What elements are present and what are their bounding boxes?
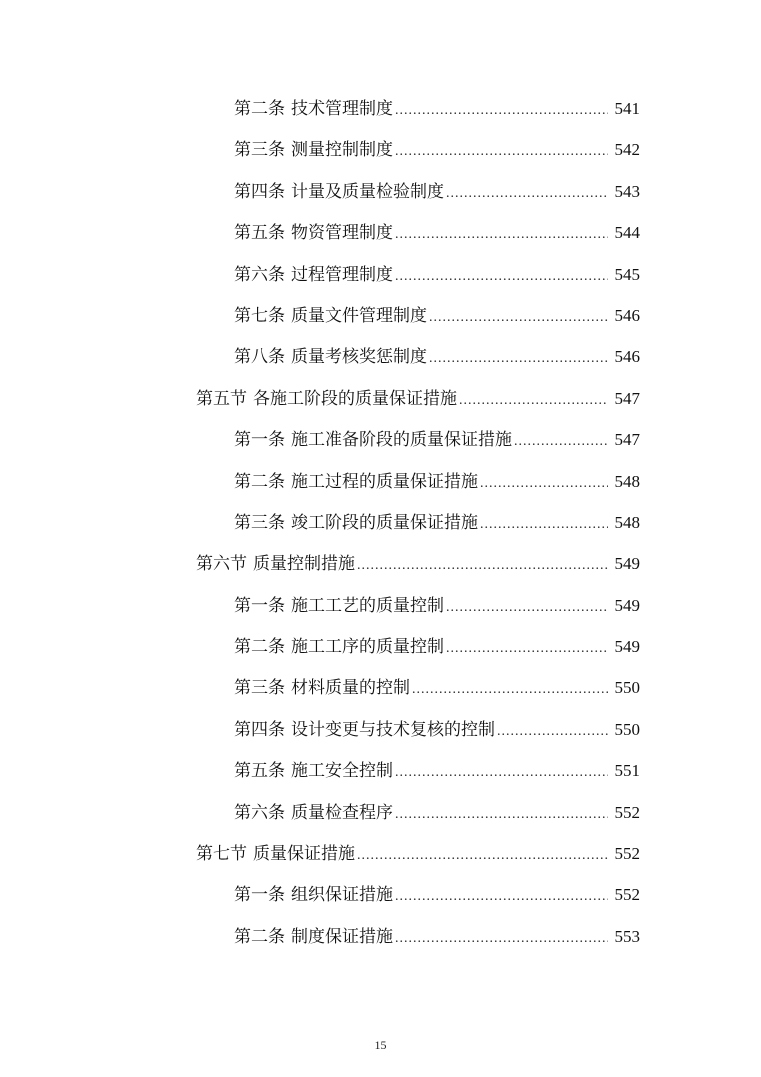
leader-dots — [429, 338, 608, 379]
toc-entry[interactable] — [0, 916, 761, 957]
toc-entry-page: 541 — [614, 99, 640, 118]
toc-entry-number: 第三条 — [234, 512, 285, 533]
toc-entry-page: 550 — [614, 678, 640, 698]
toc-entry-page: 546 — [614, 347, 640, 367]
toc-section[interactable] — [0, 378, 761, 419]
toc-section-number: 第五节 — [196, 388, 247, 409]
toc-entry-title: 施工安全控制 — [291, 761, 393, 782]
toc-entry-number: 第五条 — [234, 223, 285, 244]
toc-entry-number: 第二条 — [234, 637, 285, 658]
toc-entry-page: 549 — [614, 595, 640, 615]
toc-section-page: 547 — [614, 388, 640, 408]
toc-entry-title: 竣工阶段的质量保证措施 — [291, 512, 478, 533]
toc-entry-page: 552 — [614, 885, 640, 905]
toc-entry[interactable] — [0, 874, 761, 915]
toc-entry-page: 549 — [614, 637, 640, 657]
toc-entry[interactable] — [0, 750, 761, 791]
toc-section[interactable] — [0, 833, 761, 874]
leader-dots — [357, 545, 608, 586]
toc-entry-page: 542 — [614, 140, 640, 160]
toc-entry-title: 施工工序的质量控制 — [291, 637, 444, 658]
toc-entry-title: 物资管理制度 — [291, 223, 393, 244]
toc-entry-title: 质量考核奖惩制度 — [291, 347, 427, 368]
leader-dots — [395, 131, 608, 172]
toc-entry[interactable] — [0, 792, 761, 833]
toc-entry[interactable] — [0, 171, 761, 212]
leader-dots — [514, 421, 608, 462]
toc-entry-title: 施工工艺的质量控制 — [291, 595, 444, 616]
leader-dots — [395, 794, 608, 835]
toc-entry-number: 第五条 — [234, 761, 285, 782]
toc-section-page: 552 — [614, 844, 640, 864]
toc-entry-page: 543 — [614, 181, 640, 201]
toc-entry-page: 546 — [614, 305, 640, 325]
toc-entry-page: 553 — [614, 926, 640, 946]
toc-entry-number: 第六条 — [234, 264, 285, 285]
toc-section-number: 第六节 — [196, 554, 247, 575]
toc-entry[interactable] — [0, 419, 761, 460]
toc-entry-title: 组织保证措施 — [291, 885, 393, 906]
toc-entry-title: 测量控制制度 — [291, 140, 393, 161]
toc-entry-page: 548 — [614, 471, 640, 491]
toc-entry-title: 质量检查程序 — [291, 802, 393, 823]
leader-dots — [412, 669, 608, 710]
toc-entry-number: 第三条 — [234, 140, 285, 161]
leader-dots — [446, 587, 608, 628]
leader-dots — [459, 380, 608, 421]
toc-entry[interactable] — [0, 254, 761, 295]
toc-entry-title: 设计变更与技术复核的控制 — [291, 719, 495, 740]
leader-dots — [395, 876, 608, 917]
leader-dots — [480, 463, 608, 504]
toc-entry-page: 545 — [614, 264, 640, 284]
leader-dots — [395, 752, 608, 793]
toc-entry-page: 544 — [614, 223, 640, 243]
leader-dots — [395, 918, 608, 959]
table-of-contents — [0, 88, 761, 957]
toc-section-title: 质量保证措施 — [253, 844, 355, 865]
toc-entry[interactable] — [0, 709, 761, 750]
toc-entry-number: 第一条 — [234, 885, 285, 906]
toc-entry[interactable] — [0, 461, 761, 502]
leader-dots — [395, 214, 608, 255]
leader-dots — [446, 628, 608, 669]
toc-entry-title: 施工准备阶段的质量保证措施 — [291, 430, 512, 451]
toc-entry-number: 第一条 — [234, 595, 285, 616]
toc-entry-number: 第七条 — [234, 305, 285, 326]
toc-section[interactable] — [0, 543, 761, 584]
toc-entry-number: 第四条 — [234, 181, 285, 202]
toc-entry-title: 计量及质量检验制度 — [291, 181, 444, 202]
toc-entry[interactable] — [0, 502, 761, 543]
toc-entry[interactable] — [0, 88, 761, 129]
toc-entry-title: 质量文件管理制度 — [291, 305, 427, 326]
toc-entry-number: 第八条 — [234, 347, 285, 368]
leader-dots — [480, 504, 608, 545]
toc-entry[interactable] — [0, 336, 761, 377]
toc-entry-number: 第四条 — [234, 719, 285, 740]
toc-entry-page: 550 — [614, 719, 640, 739]
toc-entry[interactable] — [0, 626, 761, 667]
toc-entry-page: 552 — [614, 802, 640, 822]
toc-entry-number: 第二条 — [234, 471, 285, 492]
toc-entry[interactable] — [0, 212, 761, 253]
leader-dots — [446, 173, 608, 214]
toc-entry-number: 第一条 — [234, 430, 285, 451]
toc-entry-title: 材料质量的控制 — [291, 678, 410, 699]
toc-entry-number: 第三条 — [234, 678, 285, 699]
toc-entry-page: 551 — [614, 761, 640, 781]
toc-section-page: 549 — [614, 554, 640, 574]
toc-entry-number: 第二条 — [234, 926, 285, 947]
toc-entry-page: 548 — [614, 512, 640, 532]
leader-dots — [357, 835, 608, 876]
page-number: 15 — [374, 1038, 387, 1052]
toc-entry[interactable] — [0, 129, 761, 170]
leader-dots — [429, 297, 608, 338]
toc-section-title: 各施工阶段的质量保证措施 — [253, 388, 457, 409]
toc-entry-title: 制度保证措施 — [291, 926, 393, 947]
toc-section-number: 第七节 — [196, 844, 247, 865]
toc-entry[interactable] — [0, 667, 761, 708]
toc-entry-number: 第二条 — [234, 99, 285, 119]
leader-dots — [395, 256, 608, 297]
toc-entry-title: 技术管理制度 — [291, 99, 393, 119]
toc-entry-page: 547 — [614, 430, 640, 450]
toc-entry-number: 第六条 — [234, 802, 285, 823]
leader-dots — [395, 90, 608, 131]
toc-entry-title: 施工过程的质量保证措施 — [291, 471, 478, 492]
leader-dots — [497, 711, 608, 752]
toc-section-title: 质量控制措施 — [253, 554, 355, 575]
toc-entry[interactable] — [0, 295, 761, 336]
toc-entry[interactable] — [0, 585, 761, 626]
toc-entry-title: 过程管理制度 — [291, 264, 393, 285]
